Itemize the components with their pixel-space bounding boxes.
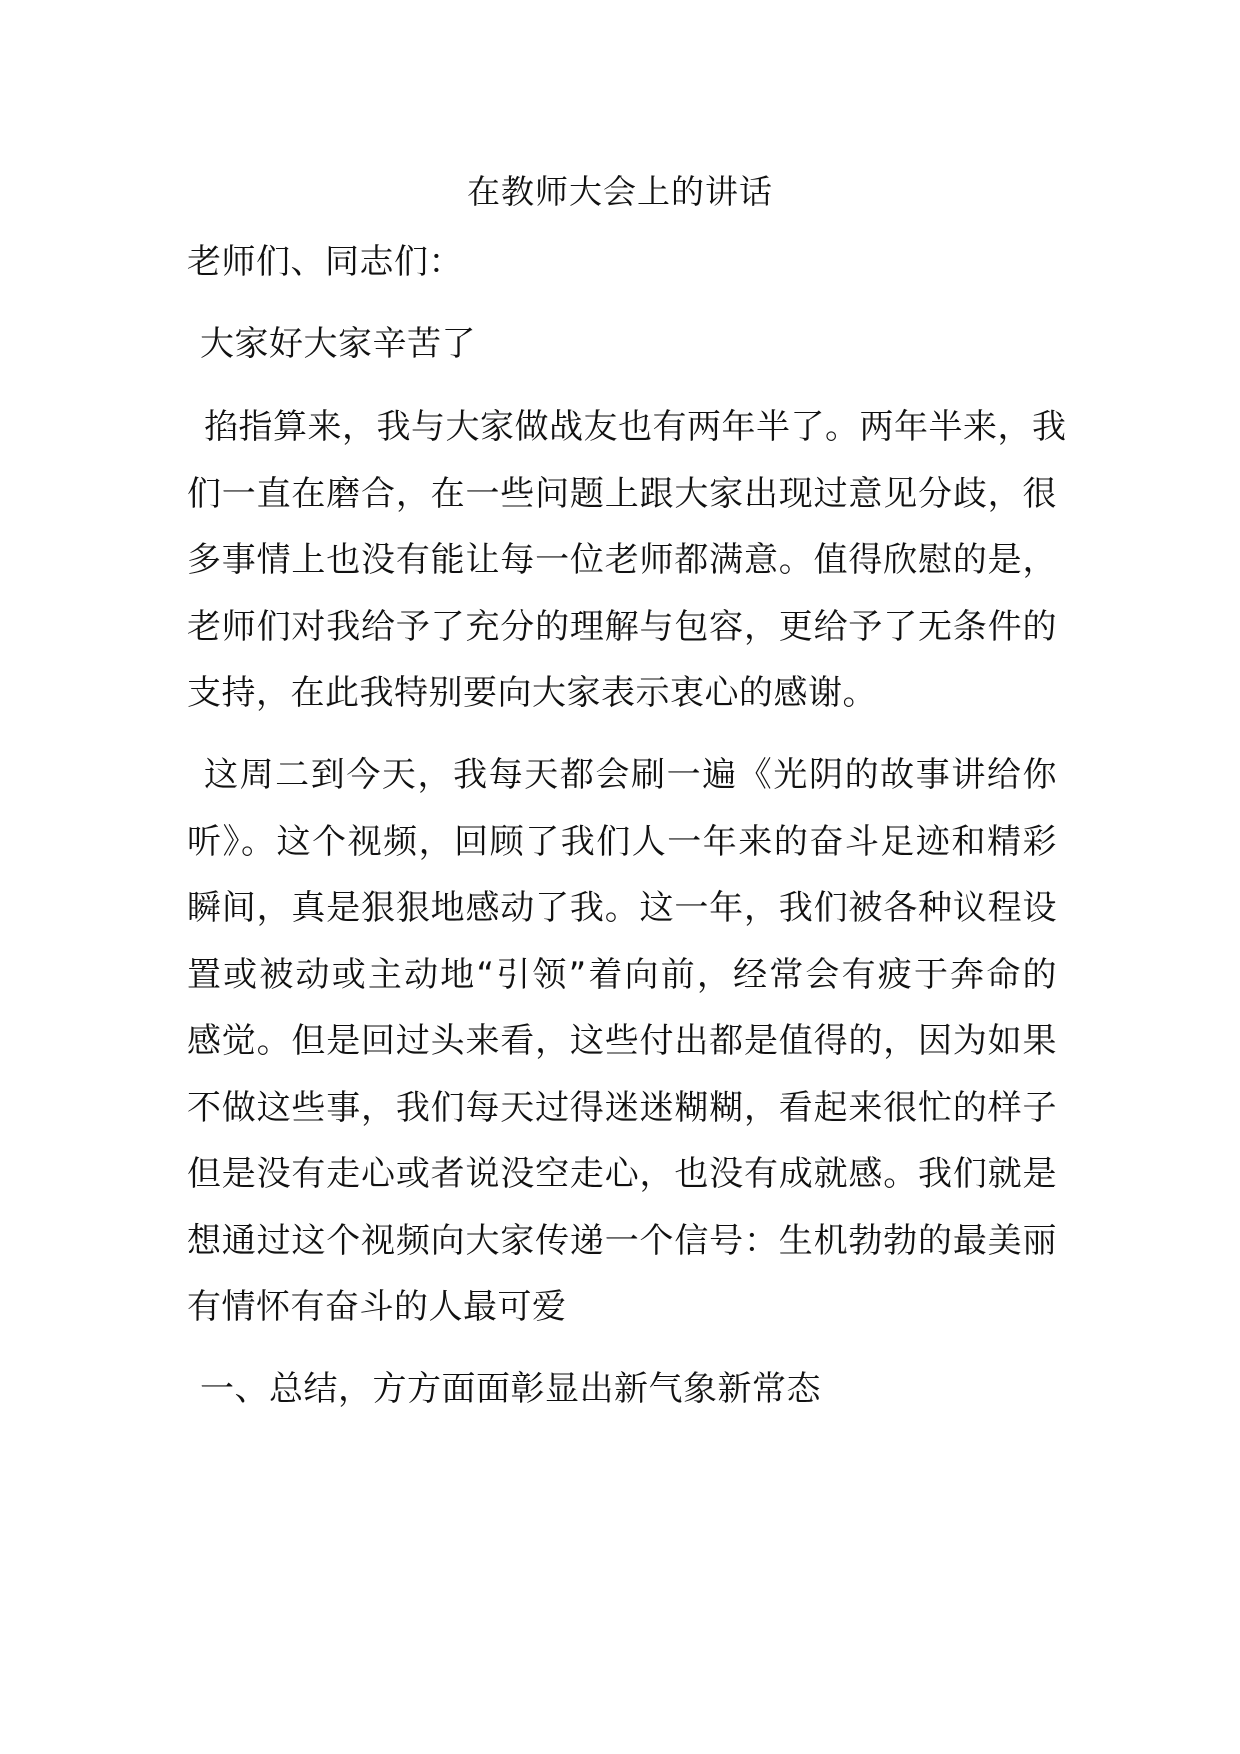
paragraph-2-line-9: 有情怀有奋斗的人最可爱 (187, 1287, 567, 1327)
paragraph-2-line-5: 感觉。但是回过头来看，这些付出都是值得的，因为如果 (187, 1021, 1057, 1061)
document-title: 在教师大会上的讲话 (467, 172, 773, 211)
paragraph-1-line-5: 支持，在此我特别要向大家表示衷心的感谢。 (187, 673, 877, 713)
paragraph-2-line-3: 瞬间，真是狠狠地感动了我。这一年，我们被各种议程设 (187, 888, 1057, 928)
paragraph-2-line-4: 置或被动或主动地“引领”着向前，经常会有疲于奔命的 (187, 955, 1057, 995)
greeting: 大家好大家辛苦了 (200, 324, 476, 364)
paragraph-2-line-7: 但是没有走心或者说没空走心，也没有成就感。我们就是 (187, 1154, 1057, 1194)
section-heading-1: 一、总结，方方面面彰显出新气象新常态 (200, 1369, 821, 1409)
paragraph-2-line-2: 听》。这个视频，回顾了我们人一年来的奋斗足迹和精彩 (187, 822, 1057, 862)
paragraph-1-line-4: 老师们对我给予了充分的理解与包容，更给予了无条件的 (187, 607, 1057, 647)
salutation: 老师们、同志们： (187, 242, 463, 282)
paragraph-1-line-1: 掐指算来，我与大家做战友也有两年半了。两年半来，我 (204, 407, 1067, 447)
paragraph-2-line-6: 不做这些事，我们每天过得迷迷糊糊，看起来很忙的样子 (187, 1088, 1057, 1128)
paragraph-2-line-8: 想通过这个视频向大家传递一个信号：生机勃勃的最美丽 (187, 1221, 1057, 1261)
paragraph-1-line-2: 们一直在磨合，在一些问题上跟大家出现过意见分歧，很 (187, 474, 1057, 514)
paragraph-1-line-3: 多事情上也没有能让每一位老师都满意。值得欣慰的是， (187, 540, 1057, 580)
paragraph-2-line-1: 这周二到今天，我每天都会刷一遍《光阴的故事讲给你 (204, 755, 1057, 795)
